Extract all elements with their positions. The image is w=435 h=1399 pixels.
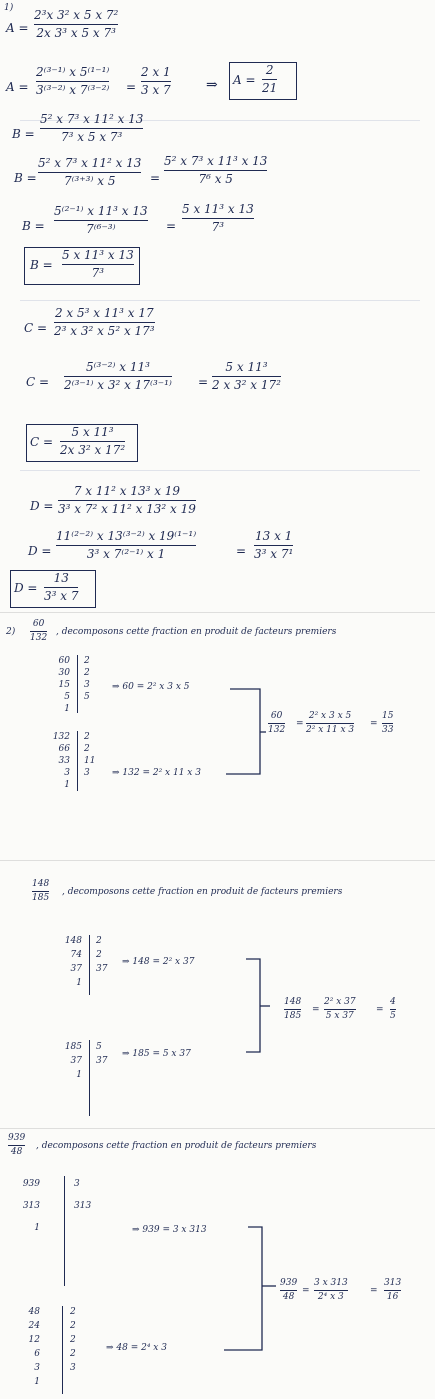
- division-bar: [77, 731, 78, 791]
- division-bar: [62, 1306, 63, 1394]
- d-line2-result: [254, 530, 293, 560]
- a-boxed-lhs: A =: [233, 73, 256, 87]
- c-line2-den: 2⁽³⁻¹⁾ x 3² x 17⁽³⁻¹⁾: [64, 377, 172, 392]
- f2-final-mid: [324, 998, 356, 1022]
- f2-final-res-num: 4: [390, 997, 396, 1007]
- f2-final-num: 148: [284, 997, 302, 1007]
- b-line2-res-den: 7⁶ x 5: [198, 171, 233, 186]
- division-bar: [64, 1176, 65, 1286]
- c-line2-fraction: [64, 361, 172, 391]
- d-line2-res-num: 13 x 1: [254, 529, 293, 543]
- division-cell: 1: [76, 1070, 82, 1080]
- c-boxed-lhs: C =: [30, 435, 54, 449]
- f2-header-den: 185: [32, 893, 50, 904]
- c-boxed-fraction: [60, 426, 125, 456]
- division-cell: 74: [70, 950, 82, 960]
- f2-connector-arrow: [226, 954, 276, 1058]
- f1-final-num: 60: [270, 711, 283, 721]
- a-boxed-num: 2: [265, 63, 274, 77]
- division-cell: 1: [64, 780, 70, 790]
- division-cell: 5: [84, 692, 90, 702]
- f3-final-den: 48: [282, 1292, 295, 1303]
- division-bar: [77, 655, 78, 713]
- a-line2-res-den: 3 x 7: [141, 82, 171, 97]
- division-cell: 1: [34, 1377, 40, 1387]
- division-cell: 3: [84, 680, 90, 690]
- c-boxed-num: 5 x 11³: [71, 425, 114, 439]
- f1-div2-result: ⇒ 132 = 2² x 11 x 3: [112, 768, 201, 778]
- division-cell: 3: [70, 1363, 76, 1373]
- f3-header-num: 939: [8, 1133, 26, 1143]
- d-boxed-lhs: D =: [14, 581, 38, 595]
- b-line2-num: 5² x 7³ x 11² x 13: [38, 156, 142, 170]
- division-cell: 3: [74, 1179, 80, 1189]
- division-bar: [89, 1040, 90, 1116]
- f3-div2-result: ⇒ 48 = 2⁴ x 3: [106, 1343, 167, 1353]
- f3-div1-result: ⇒ 939 = 3 x 313: [132, 1225, 207, 1235]
- b-line2-eq: =: [150, 171, 161, 185]
- f3-header-fraction: [8, 1134, 25, 1158]
- a-line1-fraction: [34, 9, 118, 39]
- d-boxed-den: 3³ x 7: [44, 588, 79, 603]
- ruled-line: [20, 300, 420, 301]
- division-cell: 66: [58, 744, 70, 754]
- f3-instruction: , decomposons cette fraction en produit de facteurs premiers: [36, 1141, 317, 1151]
- f2-header-num: 148: [32, 879, 50, 889]
- part2-label: 2): [6, 627, 16, 637]
- c-line2-result: [212, 361, 281, 391]
- a-line2-den: 3⁽³⁻²⁾ x 7⁽³⁻²⁾: [36, 82, 110, 97]
- division-cell: 313: [22, 1201, 40, 1211]
- d-line1-lhs: D =: [30, 499, 54, 513]
- division-cell: 2: [96, 936, 102, 946]
- b-line2-den: 7⁽³⁺³⁾ x 5: [63, 173, 116, 188]
- c-boxed-den: 2x 3² x 17²: [60, 442, 126, 457]
- f2-final-mid-num: 2² x 37: [324, 997, 356, 1007]
- f1-final-fraction: [268, 712, 285, 736]
- division-cell: 2: [70, 1335, 76, 1345]
- b-line3-result: [182, 203, 254, 233]
- page-separator: [0, 1128, 435, 1129]
- d-line2-den: 3³ x 7⁽²⁻¹⁾ x 1: [86, 546, 166, 561]
- b-line1-fraction: [40, 113, 143, 143]
- b-line3-den: 7⁽⁶⁻³⁾: [86, 221, 116, 236]
- d-boxed-fraction: [44, 572, 78, 602]
- f2-final-result: [390, 998, 396, 1022]
- d-line2-fraction: [56, 530, 196, 560]
- f1-final-mid: [306, 712, 354, 736]
- c-line1-num: 2 x 5³ x 11³ x 17: [54, 306, 154, 320]
- f2-header-fraction: [32, 880, 49, 904]
- a-line2-eq: =: [126, 80, 137, 94]
- d-line2-num: 11⁽²⁻²⁾ x 13⁽³⁻²⁾ x 19⁽¹⁻¹⁾: [56, 529, 197, 543]
- b-line3-res-num: 5 x 11³ x 13: [182, 202, 254, 216]
- a-line1-lhs: A =: [6, 21, 29, 35]
- f3-final-eq: =: [302, 1286, 310, 1296]
- f2-instruction: , decomposons cette fraction en produit de facteurs premiers: [62, 887, 343, 897]
- f2-div2-result: ⇒ 185 = 5 x 37: [122, 1049, 191, 1059]
- part1-label: 1): [4, 3, 14, 13]
- b-line3-num: 5⁽²⁻¹⁾ x 11³ x 13: [54, 204, 148, 218]
- f1-final-mid-den: 2² x 11 x 3: [306, 725, 355, 736]
- f3-final-eq2: =: [370, 1286, 378, 1296]
- b-line2-result: [164, 155, 267, 185]
- division-cell: 6: [34, 1349, 40, 1359]
- b-line1-den: 7³ x 5 x 7³: [61, 129, 123, 144]
- division-cell: 2: [84, 656, 90, 666]
- f2-final-res-den: 5: [390, 1011, 396, 1022]
- division-cell: 30: [58, 668, 70, 678]
- division-cell: 33: [58, 756, 70, 766]
- division-cell: 15: [58, 680, 70, 690]
- f1-header-den: 132: [30, 633, 48, 644]
- division-cell: 5: [96, 1042, 102, 1052]
- b-line2-lhs: B =: [14, 171, 37, 185]
- f1-final-den: 132: [268, 725, 286, 736]
- division-cell: 185: [64, 1042, 82, 1052]
- a-line2-fraction: [36, 66, 109, 96]
- f2-final-den: 185: [284, 1011, 302, 1022]
- b-boxed-lhs: B =: [30, 258, 53, 272]
- division-bar: [89, 935, 90, 995]
- page-separator: [0, 860, 435, 861]
- f3-final-mid: [314, 1279, 348, 1303]
- a-line1-num: 2³x 3² x 5 x 7²: [34, 8, 119, 22]
- f2-final-eq2: =: [376, 1005, 384, 1015]
- division-cell: 132: [52, 732, 70, 742]
- c-line2-res-den: 2 x 3² x 17²: [212, 377, 281, 392]
- division-cell: 1: [34, 1223, 40, 1233]
- c-line2-lhs: C =: [26, 375, 50, 389]
- division-cell: 24: [28, 1321, 40, 1331]
- division-cell: 2: [96, 950, 102, 960]
- a-arrow: ⇒: [206, 77, 218, 93]
- division-cell: 60: [58, 656, 70, 666]
- division-cell: 2: [70, 1321, 76, 1331]
- division-cell: 48: [28, 1307, 40, 1317]
- division-cell: 11: [84, 756, 96, 766]
- page-separator: [0, 612, 435, 613]
- b-boxed-den: 7³: [91, 265, 105, 280]
- b-line3-fraction: [54, 205, 148, 235]
- f1-final-result: [382, 712, 393, 736]
- b-line3-eq: =: [166, 219, 177, 233]
- a-line2-lhs: A =: [6, 80, 29, 94]
- b-line1-lhs: B =: [12, 127, 35, 141]
- c-line2-eq: =: [198, 375, 209, 389]
- d-line2-eq: =: [236, 544, 247, 558]
- f2-final-fraction: [284, 998, 301, 1022]
- f1-final-eq2: =: [370, 719, 378, 729]
- division-cell: 12: [28, 1335, 40, 1345]
- f3-final-mid-den: 2⁴ x 3: [317, 1292, 344, 1303]
- b-boxed-num: 5 x 11³ x 13: [62, 248, 134, 262]
- division-cell: 2: [84, 744, 90, 754]
- f2-final-eq: =: [312, 1005, 320, 1015]
- division-cell: 5: [64, 692, 70, 702]
- a-line2-result: [141, 66, 171, 96]
- division-cell: 3: [84, 768, 90, 778]
- f1-final-eq: =: [296, 719, 304, 729]
- f1-connector-arrow: [200, 684, 270, 780]
- b-line1-num: 5² x 7³ x 11² x 13: [40, 112, 144, 126]
- f3-final-mid-num: 3 x 313: [314, 1278, 348, 1288]
- division-cell: 939: [22, 1179, 40, 1189]
- a-line2-res-num: 2 x 1: [141, 65, 171, 79]
- division-cell: 3: [64, 768, 70, 778]
- division-cell: 37: [96, 964, 108, 974]
- d-line2-res-den: 3³ x 7¹: [254, 546, 294, 561]
- division-cell: 37: [96, 1056, 108, 1066]
- division-cell: 148: [64, 936, 82, 946]
- c-line2-res-num: 5 x 11³: [225, 360, 268, 374]
- f1-div1-result: ⇒ 60 = 2² x 3 x 5: [112, 682, 190, 692]
- division-cell: 1: [64, 704, 70, 714]
- f3-final-result: [384, 1279, 401, 1303]
- c-line1-den: 2³ x 3² x 5² x 17³: [54, 323, 155, 338]
- division-cell: 2: [84, 668, 90, 678]
- f1-header-num: 60: [32, 619, 45, 629]
- f3-final-res-den: 16: [386, 1292, 399, 1303]
- f1-final-mid-num: 2² x 3 x 5: [308, 711, 352, 721]
- division-cell: 3: [34, 1363, 40, 1373]
- d-boxed-num: 13: [53, 571, 69, 585]
- division-cell: 313: [74, 1201, 92, 1211]
- d-line2-lhs: D =: [28, 544, 52, 558]
- f1-header-fraction: [30, 620, 47, 644]
- division-cell: 2: [70, 1349, 76, 1359]
- f3-final-num: 939: [280, 1278, 298, 1288]
- a-line1-den: 2x 3³ x 5 x 7³: [36, 25, 116, 40]
- division-cell: 1: [76, 978, 82, 988]
- c-line2-num: 5⁽³⁻²⁾ x 11³: [85, 360, 150, 374]
- division-cell: 37: [70, 1056, 82, 1066]
- f3-final-fraction: [280, 1279, 297, 1303]
- a-line2-num: 2⁽³⁻¹⁾ x 5⁽¹⁻¹⁾: [36, 65, 110, 79]
- f2-final-mid-den: 5 x 37: [325, 1011, 354, 1022]
- b-line2-fraction: [38, 157, 141, 187]
- b-line3-res-den: 7³: [211, 219, 225, 234]
- division-cell: 37: [70, 964, 82, 974]
- c-line1-lhs: C =: [24, 321, 48, 335]
- d-line1-num: 7 x 11² x 13³ x 19: [73, 484, 181, 498]
- b-boxed-fraction: [62, 249, 134, 279]
- c-line1-fraction: [54, 307, 155, 337]
- a-boxed-den: 21: [262, 80, 278, 95]
- f3-header-den: 48: [10, 1147, 23, 1158]
- b-line2-res-num: 5² x 7³ x 11³ x 13: [164, 154, 268, 168]
- b-line3-lhs: B =: [22, 219, 45, 233]
- f1-final-res-den: 33: [382, 725, 394, 736]
- f2-div1-result: ⇒ 148 = 2² x 37: [122, 957, 195, 967]
- division-cell: 2: [70, 1307, 76, 1317]
- f3-final-res-num: 313: [384, 1278, 402, 1288]
- d-line1-den: 3³ x 7² x 11² x 13² x 19: [58, 501, 196, 516]
- division-cell: 2: [84, 732, 90, 742]
- ruled-line: [20, 470, 420, 471]
- d-line1-fraction: [58, 485, 196, 515]
- a-boxed-fraction: [262, 64, 277, 94]
- f1-final-res-num: 15: [382, 711, 394, 721]
- f1-instruction: , decomposons cette fraction en produit de facteurs premiers: [56, 627, 337, 637]
- f3-connector-arrow: [214, 1222, 284, 1358]
